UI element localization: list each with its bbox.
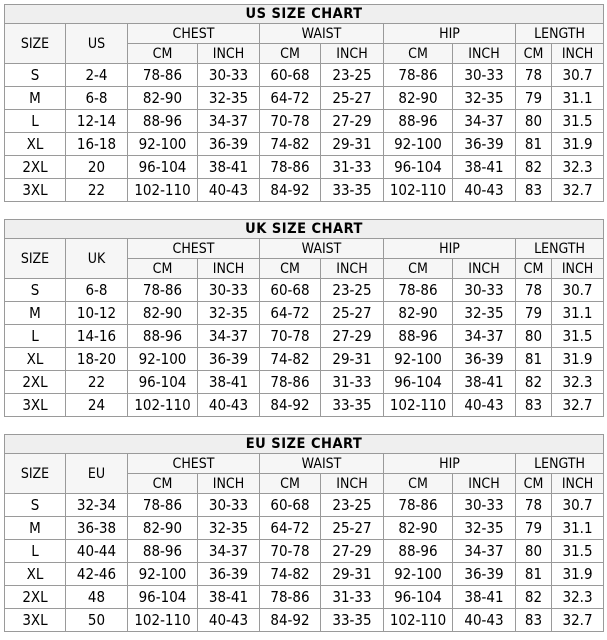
length-header: LENGTH [516, 454, 604, 474]
table-cell: 64-72 [260, 87, 321, 110]
table-cell: 30-33 [453, 64, 516, 87]
table-cell: 33-35 [321, 394, 384, 417]
inch-subheader: INCH [453, 44, 516, 64]
table-cell: 31.9 [552, 563, 604, 586]
table-row [5, 279, 604, 302]
table-cell: 32.3 [552, 156, 604, 179]
table-cell: 34-37 [453, 110, 516, 133]
table-cell: 33-35 [321, 179, 384, 202]
table-cell: 50 [66, 609, 128, 632]
table-cell: 30-33 [453, 494, 516, 517]
table-cell: 38-41 [198, 156, 260, 179]
table-cell: 30-33 [198, 279, 260, 302]
table-cell: 78-86 [260, 156, 321, 179]
table-row [5, 348, 604, 371]
waist-header: WAIST [260, 454, 384, 474]
table-cell: M [5, 87, 66, 110]
cm-subheader: CM [384, 44, 453, 64]
table-cell: 82-90 [128, 302, 198, 325]
table-cell: 40-43 [453, 179, 516, 202]
table-cell: 42-46 [66, 563, 128, 586]
table-cell: 80 [516, 540, 552, 563]
table-cell: 20 [66, 156, 128, 179]
table-cell: 82-90 [384, 87, 453, 110]
table-row [5, 325, 604, 348]
table-cell: 12-14 [66, 110, 128, 133]
table-cell: 78-86 [128, 279, 198, 302]
table-row [5, 494, 604, 517]
table-cell: 38-41 [198, 586, 260, 609]
inch-subheader: INCH [321, 44, 384, 64]
size-chart-eu [4, 434, 603, 632]
hip-header: HIP [384, 454, 516, 474]
table-cell: M [5, 302, 66, 325]
table-cell: XL [5, 348, 66, 371]
cm-subheader: CM [384, 474, 453, 494]
table-cell: 78-86 [384, 279, 453, 302]
table-cell: 30-33 [453, 279, 516, 302]
table-cell: 102-110 [384, 394, 453, 417]
table-cell: 83 [516, 179, 552, 202]
inch-subheader: INCH [552, 44, 604, 64]
table-cell: 82 [516, 586, 552, 609]
table-row [5, 609, 604, 632]
table-cell: 102-110 [384, 609, 453, 632]
table-cell: 74-82 [260, 348, 321, 371]
cm-subheader: CM [516, 259, 552, 279]
table-cell: 81 [516, 133, 552, 156]
table-cell: 10-12 [66, 302, 128, 325]
table-cell: S [5, 494, 66, 517]
table-row [5, 563, 604, 586]
size-chart-uk [4, 219, 603, 417]
table-cell: 31.1 [552, 302, 604, 325]
table-cell: 92-100 [128, 348, 198, 371]
inch-subheader: INCH [453, 259, 516, 279]
inch-subheader: INCH [198, 474, 260, 494]
table-cell: 34-37 [198, 540, 260, 563]
table-cell: 6-8 [66, 279, 128, 302]
chest-header: CHEST [128, 239, 260, 259]
table-cell: 31.1 [552, 517, 604, 540]
table-cell: 34-37 [198, 325, 260, 348]
table-cell: 82-90 [128, 87, 198, 110]
table-cell: 32-34 [66, 494, 128, 517]
table-cell: 31-33 [321, 371, 384, 394]
table-cell: 32.3 [552, 371, 604, 394]
table-cell: M [5, 517, 66, 540]
table-cell: 102-110 [384, 179, 453, 202]
table-cell: 88-96 [384, 325, 453, 348]
table-cell: 78-86 [260, 586, 321, 609]
cm-subheader: CM [516, 44, 552, 64]
chart-title: UK SIZE CHART [5, 220, 604, 239]
table-cell: 83 [516, 609, 552, 632]
table-cell: 82-90 [128, 517, 198, 540]
table-cell: 2XL [5, 586, 66, 609]
table-cell: 31.9 [552, 133, 604, 156]
table-cell: 32.7 [552, 179, 604, 202]
chart-title: EU SIZE CHART [5, 435, 604, 454]
table-cell: 60-68 [260, 64, 321, 87]
table-cell: 81 [516, 348, 552, 371]
table-cell: 74-82 [260, 133, 321, 156]
table-cell: 29-31 [321, 133, 384, 156]
table-cell: 36-39 [453, 348, 516, 371]
inch-subheader: INCH [198, 259, 260, 279]
table-cell: 102-110 [128, 394, 198, 417]
size-header: SIZE [5, 24, 66, 64]
table-cell: 27-29 [321, 540, 384, 563]
table-cell: 29-31 [321, 348, 384, 371]
chest-header: CHEST [128, 454, 260, 474]
table-cell: 31.5 [552, 540, 604, 563]
table-cell: 32-35 [453, 302, 516, 325]
table-cell: 96-104 [128, 586, 198, 609]
table-cell: 38-41 [453, 586, 516, 609]
size-table [4, 434, 604, 632]
table-cell: 27-29 [321, 325, 384, 348]
table-cell: 80 [516, 325, 552, 348]
table-cell: 36-39 [198, 133, 260, 156]
table-row [5, 156, 604, 179]
table-cell: 32-35 [453, 517, 516, 540]
table-cell: 31.5 [552, 110, 604, 133]
table-cell: 25-27 [321, 302, 384, 325]
table-cell: 23-25 [321, 279, 384, 302]
waist-header: WAIST [260, 24, 384, 44]
table-cell: 3XL [5, 609, 66, 632]
table-cell: 88-96 [128, 325, 198, 348]
table-cell: 82 [516, 371, 552, 394]
table-cell: 32.3 [552, 586, 604, 609]
table-row [5, 540, 604, 563]
table-cell: 40-43 [198, 394, 260, 417]
table-cell: 60-68 [260, 279, 321, 302]
table-row [5, 586, 604, 609]
table-cell: 34-37 [198, 110, 260, 133]
table-cell: 88-96 [128, 110, 198, 133]
table-cell: S [5, 279, 66, 302]
table-cell: 31.9 [552, 348, 604, 371]
table-cell: 70-78 [260, 325, 321, 348]
cm-subheader: CM [260, 259, 321, 279]
region-header: EU [66, 454, 128, 494]
table-cell: 36-39 [453, 133, 516, 156]
table-cell: 38-41 [198, 371, 260, 394]
table-cell: L [5, 325, 66, 348]
table-cell: L [5, 540, 66, 563]
table-cell: 32-35 [453, 87, 516, 110]
table-cell: 80 [516, 110, 552, 133]
table-cell: 33-35 [321, 609, 384, 632]
table-cell: 48 [66, 586, 128, 609]
table-cell: 22 [66, 371, 128, 394]
table-cell: 34-37 [453, 325, 516, 348]
table-cell: 82 [516, 156, 552, 179]
length-header: LENGTH [516, 24, 604, 44]
chart-title: US SIZE CHART [5, 5, 604, 24]
table-cell: 96-104 [128, 371, 198, 394]
table-cell: 83 [516, 394, 552, 417]
table-cell: 102-110 [128, 179, 198, 202]
cm-subheader: CM [128, 44, 198, 64]
table-cell: 96-104 [128, 156, 198, 179]
table-row [5, 110, 604, 133]
inch-subheader: INCH [552, 259, 604, 279]
waist-header: WAIST [260, 239, 384, 259]
table-cell: 3XL [5, 394, 66, 417]
table-cell: 60-68 [260, 494, 321, 517]
table-cell: 40-43 [453, 609, 516, 632]
table-cell: 79 [516, 302, 552, 325]
table-cell: 30.7 [552, 279, 604, 302]
table-cell: 81 [516, 563, 552, 586]
table-cell: 23-25 [321, 494, 384, 517]
table-cell: 32-35 [198, 302, 260, 325]
table-cell: 88-96 [128, 540, 198, 563]
table-cell: 40-43 [198, 179, 260, 202]
table-cell: 40-43 [453, 394, 516, 417]
table-cell: 32.7 [552, 394, 604, 417]
table-cell: 78-86 [128, 64, 198, 87]
table-cell: 30-33 [198, 64, 260, 87]
cm-subheader: CM [260, 474, 321, 494]
table-cell: 2-4 [66, 64, 128, 87]
table-cell: 84-92 [260, 179, 321, 202]
inch-subheader: INCH [321, 474, 384, 494]
table-cell: 40-44 [66, 540, 128, 563]
table-row [5, 394, 604, 417]
size-table [4, 4, 604, 202]
table-cell: L [5, 110, 66, 133]
table-cell: 36-39 [453, 563, 516, 586]
size-header: SIZE [5, 239, 66, 279]
table-cell: 96-104 [384, 371, 453, 394]
table-cell: 2XL [5, 156, 66, 179]
table-cell: 102-110 [128, 609, 198, 632]
table-cell: 31.1 [552, 87, 604, 110]
table-cell: 92-100 [128, 133, 198, 156]
table-cell: 78 [516, 279, 552, 302]
table-cell: 84-92 [260, 609, 321, 632]
table-cell: 25-27 [321, 517, 384, 540]
table-cell: 6-8 [66, 87, 128, 110]
table-cell: 74-82 [260, 563, 321, 586]
table-cell: XL [5, 133, 66, 156]
table-cell: 14-16 [66, 325, 128, 348]
table-cell: 78-86 [128, 494, 198, 517]
table-cell: 64-72 [260, 302, 321, 325]
table-cell: 78-86 [260, 371, 321, 394]
table-cell: 3XL [5, 179, 66, 202]
table-cell: 64-72 [260, 517, 321, 540]
table-cell: 2XL [5, 371, 66, 394]
table-cell: 78-86 [384, 64, 453, 87]
table-cell: 31-33 [321, 156, 384, 179]
size-table [4, 219, 604, 417]
hip-header: HIP [384, 24, 516, 44]
table-cell: 27-29 [321, 110, 384, 133]
size-chart-us [4, 4, 603, 202]
table-cell: 32-35 [198, 517, 260, 540]
table-cell: 38-41 [453, 371, 516, 394]
inch-subheader: INCH [198, 44, 260, 64]
table-cell: 23-25 [321, 64, 384, 87]
table-cell: 24 [66, 394, 128, 417]
table-row [5, 179, 604, 202]
table-cell: 25-27 [321, 87, 384, 110]
table-cell: 96-104 [384, 586, 453, 609]
table-cell: 30.7 [552, 494, 604, 517]
table-cell: 78-86 [384, 494, 453, 517]
chest-header: CHEST [128, 24, 260, 44]
table-cell: S [5, 64, 66, 87]
table-cell: 79 [516, 517, 552, 540]
table-cell: 18-20 [66, 348, 128, 371]
table-cell: 88-96 [384, 110, 453, 133]
table-cell: 16-18 [66, 133, 128, 156]
cm-subheader: CM [516, 474, 552, 494]
table-cell: 31-33 [321, 586, 384, 609]
table-cell: 32.7 [552, 609, 604, 632]
length-header: LENGTH [516, 239, 604, 259]
table-cell: 96-104 [384, 156, 453, 179]
table-cell: XL [5, 563, 66, 586]
table-row [5, 64, 604, 87]
region-header: UK [66, 239, 128, 279]
table-row [5, 133, 604, 156]
size-header: SIZE [5, 454, 66, 494]
table-cell: 92-100 [384, 348, 453, 371]
table-row [5, 517, 604, 540]
table-row [5, 371, 604, 394]
table-row [5, 87, 604, 110]
table-cell: 32-35 [198, 87, 260, 110]
table-cell: 36-38 [66, 517, 128, 540]
cm-subheader: CM [128, 474, 198, 494]
hip-header: HIP [384, 239, 516, 259]
table-cell: 78 [516, 494, 552, 517]
table-cell: 82-90 [384, 517, 453, 540]
table-cell: 30.7 [552, 64, 604, 87]
table-cell: 30-33 [198, 494, 260, 517]
table-cell: 22 [66, 179, 128, 202]
inch-subheader: INCH [453, 474, 516, 494]
cm-subheader: CM [128, 259, 198, 279]
table-row [5, 302, 604, 325]
table-cell: 36-39 [198, 348, 260, 371]
table-cell: 29-31 [321, 563, 384, 586]
table-cell: 78 [516, 64, 552, 87]
table-cell: 92-100 [384, 563, 453, 586]
cm-subheader: CM [260, 44, 321, 64]
table-cell: 70-78 [260, 110, 321, 133]
table-cell: 79 [516, 87, 552, 110]
cm-subheader: CM [384, 259, 453, 279]
table-cell: 84-92 [260, 394, 321, 417]
table-cell: 82-90 [384, 302, 453, 325]
inch-subheader: INCH [321, 259, 384, 279]
table-cell: 34-37 [453, 540, 516, 563]
table-cell: 40-43 [198, 609, 260, 632]
region-header: US [66, 24, 128, 64]
inch-subheader: INCH [552, 474, 604, 494]
table-cell: 36-39 [198, 563, 260, 586]
table-cell: 92-100 [128, 563, 198, 586]
table-cell: 38-41 [453, 156, 516, 179]
table-cell: 31.5 [552, 325, 604, 348]
table-cell: 88-96 [384, 540, 453, 563]
table-cell: 70-78 [260, 540, 321, 563]
table-cell: 92-100 [384, 133, 453, 156]
